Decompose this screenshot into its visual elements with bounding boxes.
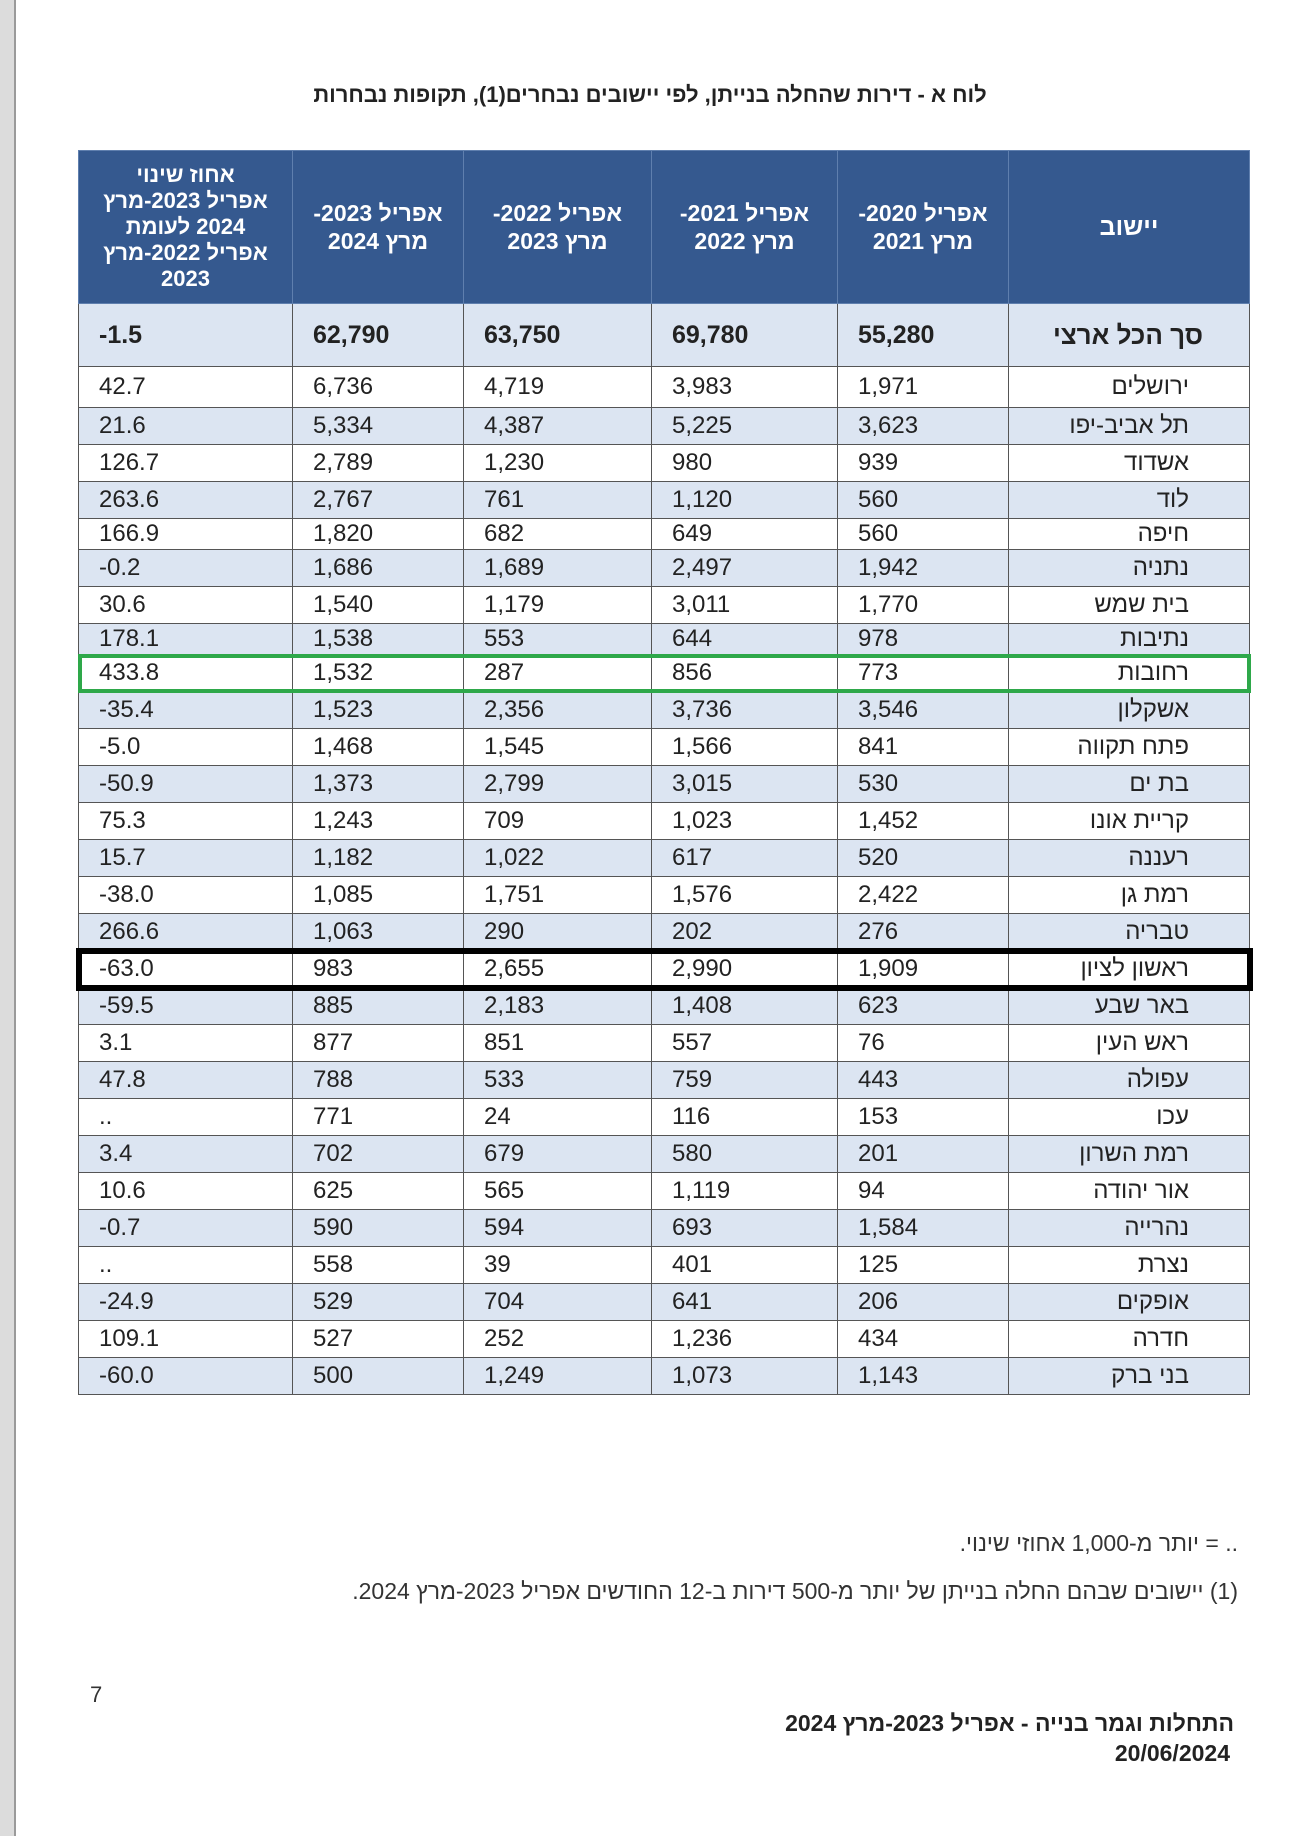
cell-2021: 1,566 [652, 729, 838, 766]
cell-2023: 1,686 [293, 550, 464, 587]
cell-2022: 565 [464, 1173, 652, 1210]
cell-2021: 69,780 [652, 304, 838, 367]
table-row [79, 445, 1250, 482]
cell-2020: 939 [838, 445, 1009, 482]
cell-change: 10.6 [79, 1173, 293, 1210]
cell-2022: 851 [464, 1025, 652, 1062]
cell-change: -24.9 [79, 1284, 293, 1321]
cell-2020: 1,770 [838, 587, 1009, 624]
cell-change: -63.0 [79, 951, 293, 988]
data-table [78, 150, 1250, 1395]
cell-2020: 978 [838, 624, 1009, 655]
cell-change: -60.0 [79, 1358, 293, 1395]
cell-change: 30.6 [79, 587, 293, 624]
cell-settlement: בני ברק [1009, 1358, 1250, 1395]
table-row [79, 1247, 1250, 1284]
cell-2022: 1,179 [464, 587, 652, 624]
cell-2023: 885 [293, 988, 464, 1025]
cell-2020: 201 [838, 1136, 1009, 1173]
cell-2023: 62,790 [293, 304, 464, 367]
footer-date: 20/06/2024 [1114, 1740, 1230, 1766]
cell-2021: 557 [652, 1025, 838, 1062]
cell-2023: 5,334 [293, 408, 464, 445]
cell-2021: 401 [652, 1247, 838, 1284]
cell-change: .. [79, 1099, 293, 1136]
cell-2022: 24 [464, 1099, 652, 1136]
table-row [79, 766, 1250, 803]
header-label: אחוז שינוי אפריל 2023-מרץ 2024 לעומת אפריל 2022-מרץ 2023 [103, 162, 268, 291]
cell-settlement: ראש העין [1009, 1025, 1250, 1062]
cell-change: 42.7 [79, 367, 293, 408]
cell-2020: 1,942 [838, 550, 1009, 587]
cell-change: 47.8 [79, 1062, 293, 1099]
cell-change: 3.4 [79, 1136, 293, 1173]
footer-title: התחלות וגמר בנייה - אפריל 2023-מרץ 2024 [785, 1710, 1234, 1736]
cell-settlement: אופקים [1009, 1284, 1250, 1321]
cell-settlement: אשדוד [1009, 445, 1250, 482]
cell-2020: 434 [838, 1321, 1009, 1358]
table-row [79, 367, 1250, 408]
cell-2023: 2,789 [293, 445, 464, 482]
table-row [79, 1062, 1250, 1099]
cell-change: 263.6 [79, 482, 293, 519]
cell-change: -38.0 [79, 877, 293, 914]
cell-settlement: נתיבות [1009, 624, 1250, 655]
cell-2023: 1,468 [293, 729, 464, 766]
cell-2023: 788 [293, 1062, 464, 1099]
cell-change: .. [79, 1247, 293, 1284]
cell-2020: 623 [838, 988, 1009, 1025]
cell-2022: 4,387 [464, 408, 652, 445]
table-row [79, 1173, 1250, 1210]
cell-2020: 206 [838, 1284, 1009, 1321]
cell-2023: 702 [293, 1136, 464, 1173]
cell-change: 15.7 [79, 840, 293, 877]
cell-change: -0.2 [79, 550, 293, 587]
cell-2023: 1,373 [293, 766, 464, 803]
table-container [78, 150, 1249, 1395]
cell-2022: 553 [464, 624, 652, 655]
cell-2021: 980 [652, 445, 838, 482]
cell-change: 126.7 [79, 445, 293, 482]
table-row [79, 624, 1250, 655]
cell-change: -50.9 [79, 766, 293, 803]
cell-settlement: רעננה [1009, 840, 1250, 877]
cell-2021: 1,073 [652, 1358, 838, 1395]
table-title: לוח א - דירות שהחלה בנייתן, לפי יישובים נבחרים(1), תקופות נבחרות [313, 82, 987, 107]
cell-2022: 761 [464, 482, 652, 519]
cell-2020: 76 [838, 1025, 1009, 1062]
cell-2021: 1,023 [652, 803, 838, 840]
cell-settlement: פתח תקווה [1009, 729, 1250, 766]
cell-2023: 590 [293, 1210, 464, 1247]
cell-settlement: נתניה [1009, 550, 1250, 587]
cell-2020: 443 [838, 1062, 1009, 1099]
cell-2021: 644 [652, 624, 838, 655]
cell-2023: 529 [293, 1284, 464, 1321]
table-row [79, 988, 1250, 1025]
table-row [79, 803, 1250, 840]
cell-2020: 773 [838, 655, 1009, 692]
cell-2022: 594 [464, 1210, 652, 1247]
header-label: אפריל 2021- מרץ 2022 [679, 200, 810, 254]
cell-settlement: אשקלון [1009, 692, 1250, 729]
header-period-2020 [838, 151, 1009, 304]
cell-settlement: נהרייה [1009, 1210, 1250, 1247]
table-row [79, 840, 1250, 877]
cell-2022: 1,689 [464, 550, 652, 587]
cell-change: -59.5 [79, 988, 293, 1025]
cell-2022: 1,230 [464, 445, 652, 482]
table-row [79, 692, 1250, 729]
cell-change: 21.6 [79, 408, 293, 445]
cell-change: 75.3 [79, 803, 293, 840]
cell-2020: 153 [838, 1099, 1009, 1136]
cell-2022: 2,183 [464, 988, 652, 1025]
cell-2021: 1,408 [652, 988, 838, 1025]
cell-2020: 55,280 [838, 304, 1009, 367]
table-row [79, 587, 1250, 624]
cell-2022: 290 [464, 914, 652, 951]
cell-2020: 276 [838, 914, 1009, 951]
table-row [79, 1284, 1250, 1321]
cell-2020: 1,452 [838, 803, 1009, 840]
header-period-2023 [293, 151, 464, 304]
cell-2021: 3,011 [652, 587, 838, 624]
cell-2021: 580 [652, 1136, 838, 1173]
cell-2023: 1,820 [293, 519, 464, 550]
header-label: אפריל 2022- מרץ 2023 [492, 200, 623, 254]
cell-2020: 1,971 [838, 367, 1009, 408]
cell-2021: 1,120 [652, 482, 838, 519]
table-row [79, 1025, 1250, 1062]
cell-settlement: באר שבע [1009, 988, 1250, 1025]
footnote: (1) יישובים שבהם החלה בנייתן של יותר מ-500 דירות ב-12 החודשים אפריל 2023-מרץ 2024. [352, 1578, 1238, 1604]
cell-settlement: אור יהודה [1009, 1173, 1250, 1210]
header-change-percent [79, 151, 293, 304]
cell-2021: 3,983 [652, 367, 838, 408]
cell-2023: 877 [293, 1025, 464, 1062]
cell-2022: 39 [464, 1247, 652, 1284]
table-row-total [79, 304, 1250, 367]
table-row [79, 877, 1250, 914]
cell-2023: 1,540 [293, 587, 464, 624]
cell-settlement: תל אביב-יפו [1009, 408, 1250, 445]
page-number: 7 [90, 1682, 103, 1707]
cell-2022: 287 [464, 655, 652, 692]
cell-change: -0.7 [79, 1210, 293, 1247]
cell-2022: 682 [464, 519, 652, 550]
cell-2023: 558 [293, 1247, 464, 1284]
cell-settlement: ירושלים [1009, 367, 1250, 408]
cell-2023: 1,182 [293, 840, 464, 877]
cell-2021: 116 [652, 1099, 838, 1136]
cell-settlement: קריית אונו [1009, 803, 1250, 840]
cell-settlement: עפולה [1009, 1062, 1250, 1099]
cell-change: 178.1 [79, 624, 293, 655]
table-row [79, 1358, 1250, 1395]
cell-settlement: ראשון לציון [1009, 951, 1250, 988]
cell-settlement: נצרת [1009, 1247, 1250, 1284]
header-label: אפריל 2020- מרץ 2021 [858, 200, 988, 254]
cell-2020: 1,909 [838, 951, 1009, 988]
note-dots: .. = יותר מ-1,000 אחוזי שינוי. [959, 1530, 1238, 1556]
cell-settlement: רמת השרון [1009, 1136, 1250, 1173]
cell-settlement: לוד [1009, 482, 1250, 519]
cell-2021: 1,119 [652, 1173, 838, 1210]
cell-2020: 94 [838, 1173, 1009, 1210]
table-row [79, 729, 1250, 766]
header-settlement: יישוב [1009, 151, 1250, 304]
cell-2020: 1,143 [838, 1358, 1009, 1395]
table-row [79, 482, 1250, 519]
cell-2022: 2,655 [464, 951, 652, 988]
cell-settlement: בת ים [1009, 766, 1250, 803]
table-row [79, 519, 1250, 550]
cell-2022: 1,249 [464, 1358, 652, 1395]
cell-2023: 1,243 [293, 803, 464, 840]
cell-change: 109.1 [79, 1321, 293, 1358]
cell-2020: 125 [838, 1247, 1009, 1284]
cell-2022: 709 [464, 803, 652, 840]
cell-2023: 527 [293, 1321, 464, 1358]
cell-2020: 560 [838, 519, 1009, 550]
cell-2022: 679 [464, 1136, 652, 1173]
cell-2021: 2,497 [652, 550, 838, 587]
cell-2023: 6,736 [293, 367, 464, 408]
table-row [79, 914, 1250, 951]
cell-2022: 63,750 [464, 304, 652, 367]
cell-2023: 771 [293, 1099, 464, 1136]
cell-2022: 533 [464, 1062, 652, 1099]
cell-2023: 1,538 [293, 624, 464, 655]
cell-2022: 1,022 [464, 840, 652, 877]
cell-2023: 1,523 [293, 692, 464, 729]
table-row [79, 1321, 1250, 1358]
cell-2023: 983 [293, 951, 464, 988]
cell-2023: 625 [293, 1173, 464, 1210]
cell-2023: 1,532 [293, 655, 464, 692]
cell-2023: 1,085 [293, 877, 464, 914]
table-header-row [79, 151, 1250, 304]
cell-settlement: בית שמש [1009, 587, 1250, 624]
cell-2022: 2,356 [464, 692, 652, 729]
cell-settlement: טבריה [1009, 914, 1250, 951]
cell-2022: 1,545 [464, 729, 652, 766]
table-row [79, 655, 1250, 692]
table-row [79, 550, 1250, 587]
cell-2023: 500 [293, 1358, 464, 1395]
cell-settlement: חיפה [1009, 519, 1250, 550]
cell-2023: 2,767 [293, 482, 464, 519]
cell-2021: 856 [652, 655, 838, 692]
table-row [79, 1136, 1250, 1173]
cell-2021: 617 [652, 840, 838, 877]
cell-2021: 3,736 [652, 692, 838, 729]
cell-2021: 649 [652, 519, 838, 550]
cell-2020: 1,584 [838, 1210, 1009, 1247]
header-period-2022 [464, 151, 652, 304]
cell-change: 166.9 [79, 519, 293, 550]
cell-change: -5.0 [79, 729, 293, 766]
cell-2021: 1,236 [652, 1321, 838, 1358]
table-row [79, 1099, 1250, 1136]
cell-settlement: סך הכל ארצי [1009, 304, 1250, 367]
cell-2021: 3,015 [652, 766, 838, 803]
cell-change: 266.6 [79, 914, 293, 951]
cell-change: 433.8 [79, 655, 293, 692]
cell-2020: 3,623 [838, 408, 1009, 445]
cell-2021: 5,225 [652, 408, 838, 445]
cell-2021: 2,990 [652, 951, 838, 988]
cell-2020: 560 [838, 482, 1009, 519]
table-row [79, 1210, 1250, 1247]
cell-2022: 2,799 [464, 766, 652, 803]
cell-2022: 4,719 [464, 367, 652, 408]
cell-settlement: רמת גן [1009, 877, 1250, 914]
cell-settlement: עכו [1009, 1099, 1250, 1136]
cell-2022: 704 [464, 1284, 652, 1321]
cell-change: 3.1 [79, 1025, 293, 1062]
cell-change: -1.5 [79, 304, 293, 367]
table-row [79, 951, 1250, 988]
cell-settlement: רחובות [1009, 655, 1250, 692]
cell-2021: 202 [652, 914, 838, 951]
cell-2020: 2,422 [838, 877, 1009, 914]
cell-2020: 841 [838, 729, 1009, 766]
cell-2021: 693 [652, 1210, 838, 1247]
cell-2022: 252 [464, 1321, 652, 1358]
cell-2022: 1,751 [464, 877, 652, 914]
header-period-2021 [652, 151, 838, 304]
cell-2021: 641 [652, 1284, 838, 1321]
cell-change: -35.4 [79, 692, 293, 729]
header-label: אפריל 2023- מרץ 2024 [313, 200, 443, 254]
cell-settlement: חדרה [1009, 1321, 1250, 1358]
cell-2020: 530 [838, 766, 1009, 803]
cell-2021: 1,576 [652, 877, 838, 914]
cell-2020: 3,546 [838, 692, 1009, 729]
cell-2023: 1,063 [293, 914, 464, 951]
cell-2020: 520 [838, 840, 1009, 877]
table-row [79, 408, 1250, 445]
cell-2021: 759 [652, 1062, 838, 1099]
